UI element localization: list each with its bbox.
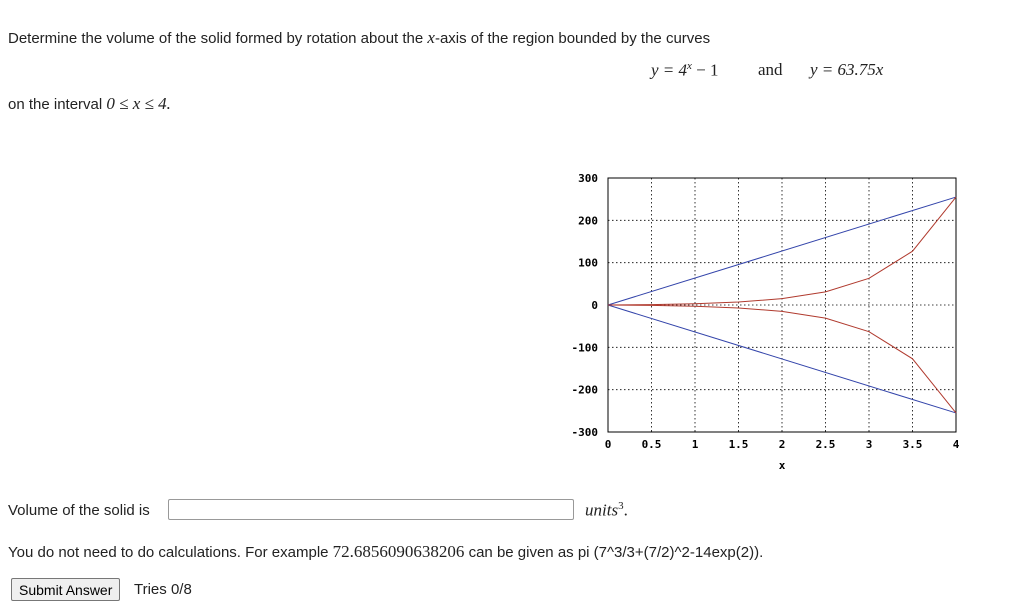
- y-tick-label: -200: [571, 383, 598, 397]
- y-tick-label: 200: [578, 214, 598, 228]
- x-tick-label: 4: [952, 438, 960, 451]
- hint-text: [8, 542, 763, 562]
- hint-prefix: You do not need to do calculations. For example: [8, 544, 333, 561]
- x-tick-label: 2: [778, 438, 786, 451]
- interval-line: [8, 94, 171, 114]
- series-line-1: [608, 197, 956, 305]
- x-tick-label: 0: [604, 438, 612, 451]
- x-tick-label: 3: [865, 438, 873, 451]
- graph: [560, 168, 990, 478]
- curve1-exponent: x: [687, 60, 692, 72]
- curve1-text: y = 4: [651, 60, 688, 80]
- answer-label: Volume of the solid is: [8, 502, 150, 519]
- submit-answer-button[interactable]: Submit Answer: [11, 578, 120, 601]
- y-tick-label: 300: [578, 172, 598, 185]
- units-tail: .: [623, 500, 628, 520]
- units-text: units: [585, 500, 619, 520]
- interval-label: on the interval: [8, 96, 107, 113]
- x-tick-label: 1.5: [728, 438, 749, 451]
- hint-number: 72.6856090638206: [332, 542, 465, 561]
- and-word: and: [758, 60, 783, 79]
- units-label: [585, 500, 628, 521]
- series-line-2: [608, 305, 956, 413]
- y-tick-label: -300: [571, 426, 598, 439]
- intro-text: Determine the volume of the solid formed by rotation about the: [8, 30, 428, 47]
- curve1-tail: − 1: [691, 60, 719, 80]
- y-tick-label: 0: [591, 299, 598, 312]
- x-axis-label: x: [778, 459, 786, 472]
- curve-equation-1: [651, 60, 719, 81]
- axis-variable: x: [427, 28, 435, 47]
- y-tick-label: 100: [578, 256, 598, 270]
- problem-intro: [8, 28, 710, 48]
- x-tick-label: 0.5: [641, 438, 662, 451]
- volume-answer-input[interactable]: [168, 499, 574, 520]
- x-tick-label: 2.5: [815, 438, 836, 451]
- hint-suffix: can be given as pi (7^3/3+(7/2)^2-14exp(2)).: [464, 544, 764, 561]
- tries-counter: Tries 0/8: [134, 581, 192, 598]
- curve-equation-2: y = 63.75x: [810, 60, 884, 79]
- intro-tail: -axis of the region bounded by the curves: [434, 30, 711, 47]
- x-tick-label: 3.5: [902, 438, 923, 451]
- y-tick-label: -100: [571, 341, 598, 355]
- x-tick-label: 1: [691, 438, 699, 451]
- interval-math: 0 ≤ x ≤ 4.: [106, 94, 171, 113]
- units-exponent: 3: [618, 500, 624, 512]
